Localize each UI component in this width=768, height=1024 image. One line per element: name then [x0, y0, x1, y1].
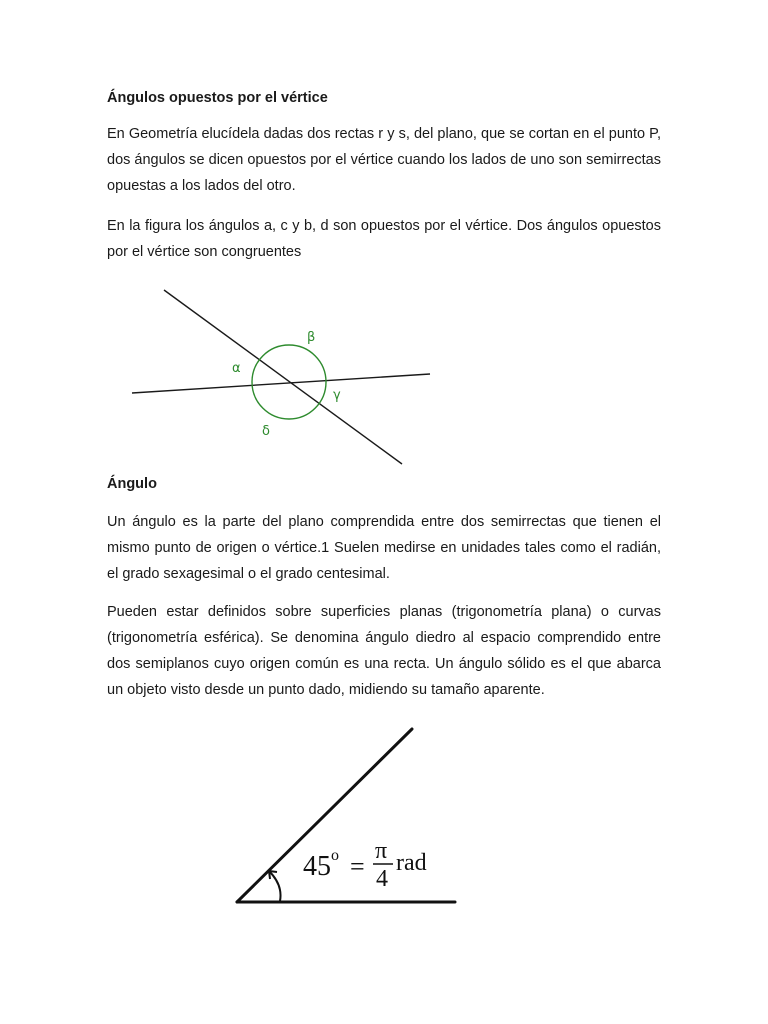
fraction-denominator: 4 — [376, 866, 388, 892]
paragraph-figure-description: En la figura los ángulos a, c y b, d son opuestos por el vértice. Dos ángulos opuestos por el vértice son congruentes — [107, 218, 661, 260]
degree-symbol: o — [331, 847, 339, 864]
line-s — [132, 374, 430, 393]
angle-45-figure — [227, 720, 467, 910]
paragraph-definition: En Geometría elucídela dadas dos rectas r y s, del plano, que se cortan en el punto P, dos ángulos se dicen opuestos por el vértice cuando los lados de uno son semirrectas opuestas a los lados del otro. — [107, 126, 661, 194]
label-gamma: γ — [333, 388, 341, 403]
paragraph-angle-definition: Un ángulo es la parte del plano comprendida entre dos semirrectas que tienen el mismo punto de origen o vértice.1 Suelen medirse en unidades tales como el radián, el grado sexagesimal o el grado centesimal. — [107, 514, 661, 582]
paragraph-angle-types: Pueden estar definidos sobre superficies planas (trigonometría plana) o curvas (trigonometría esférica). Se denomina ángulo diedro al espacio comprendido entre dos semiplanos cuyo origen común es una recta. Un ángulo sólido es el que abarca un objeto visto desde un punto dado, midiendo su tamaño aparente. — [107, 604, 661, 698]
equals-sign: = — [350, 852, 365, 881]
line-r — [164, 290, 402, 464]
label-alpha: α — [232, 361, 241, 376]
section-title-angle: Ángulo — [107, 476, 157, 492]
opposite-angles-figure — [127, 286, 437, 471]
section-title-opposite-angles: Ángulos opuestos por el vértice — [107, 90, 328, 106]
degrees-value: 45 — [303, 851, 331, 882]
angle-arc — [269, 871, 281, 901]
unit-rad: rad — [396, 850, 427, 876]
fraction-numerator: π — [375, 838, 388, 864]
label-beta: β — [307, 330, 316, 345]
label-delta: δ — [262, 424, 270, 439]
